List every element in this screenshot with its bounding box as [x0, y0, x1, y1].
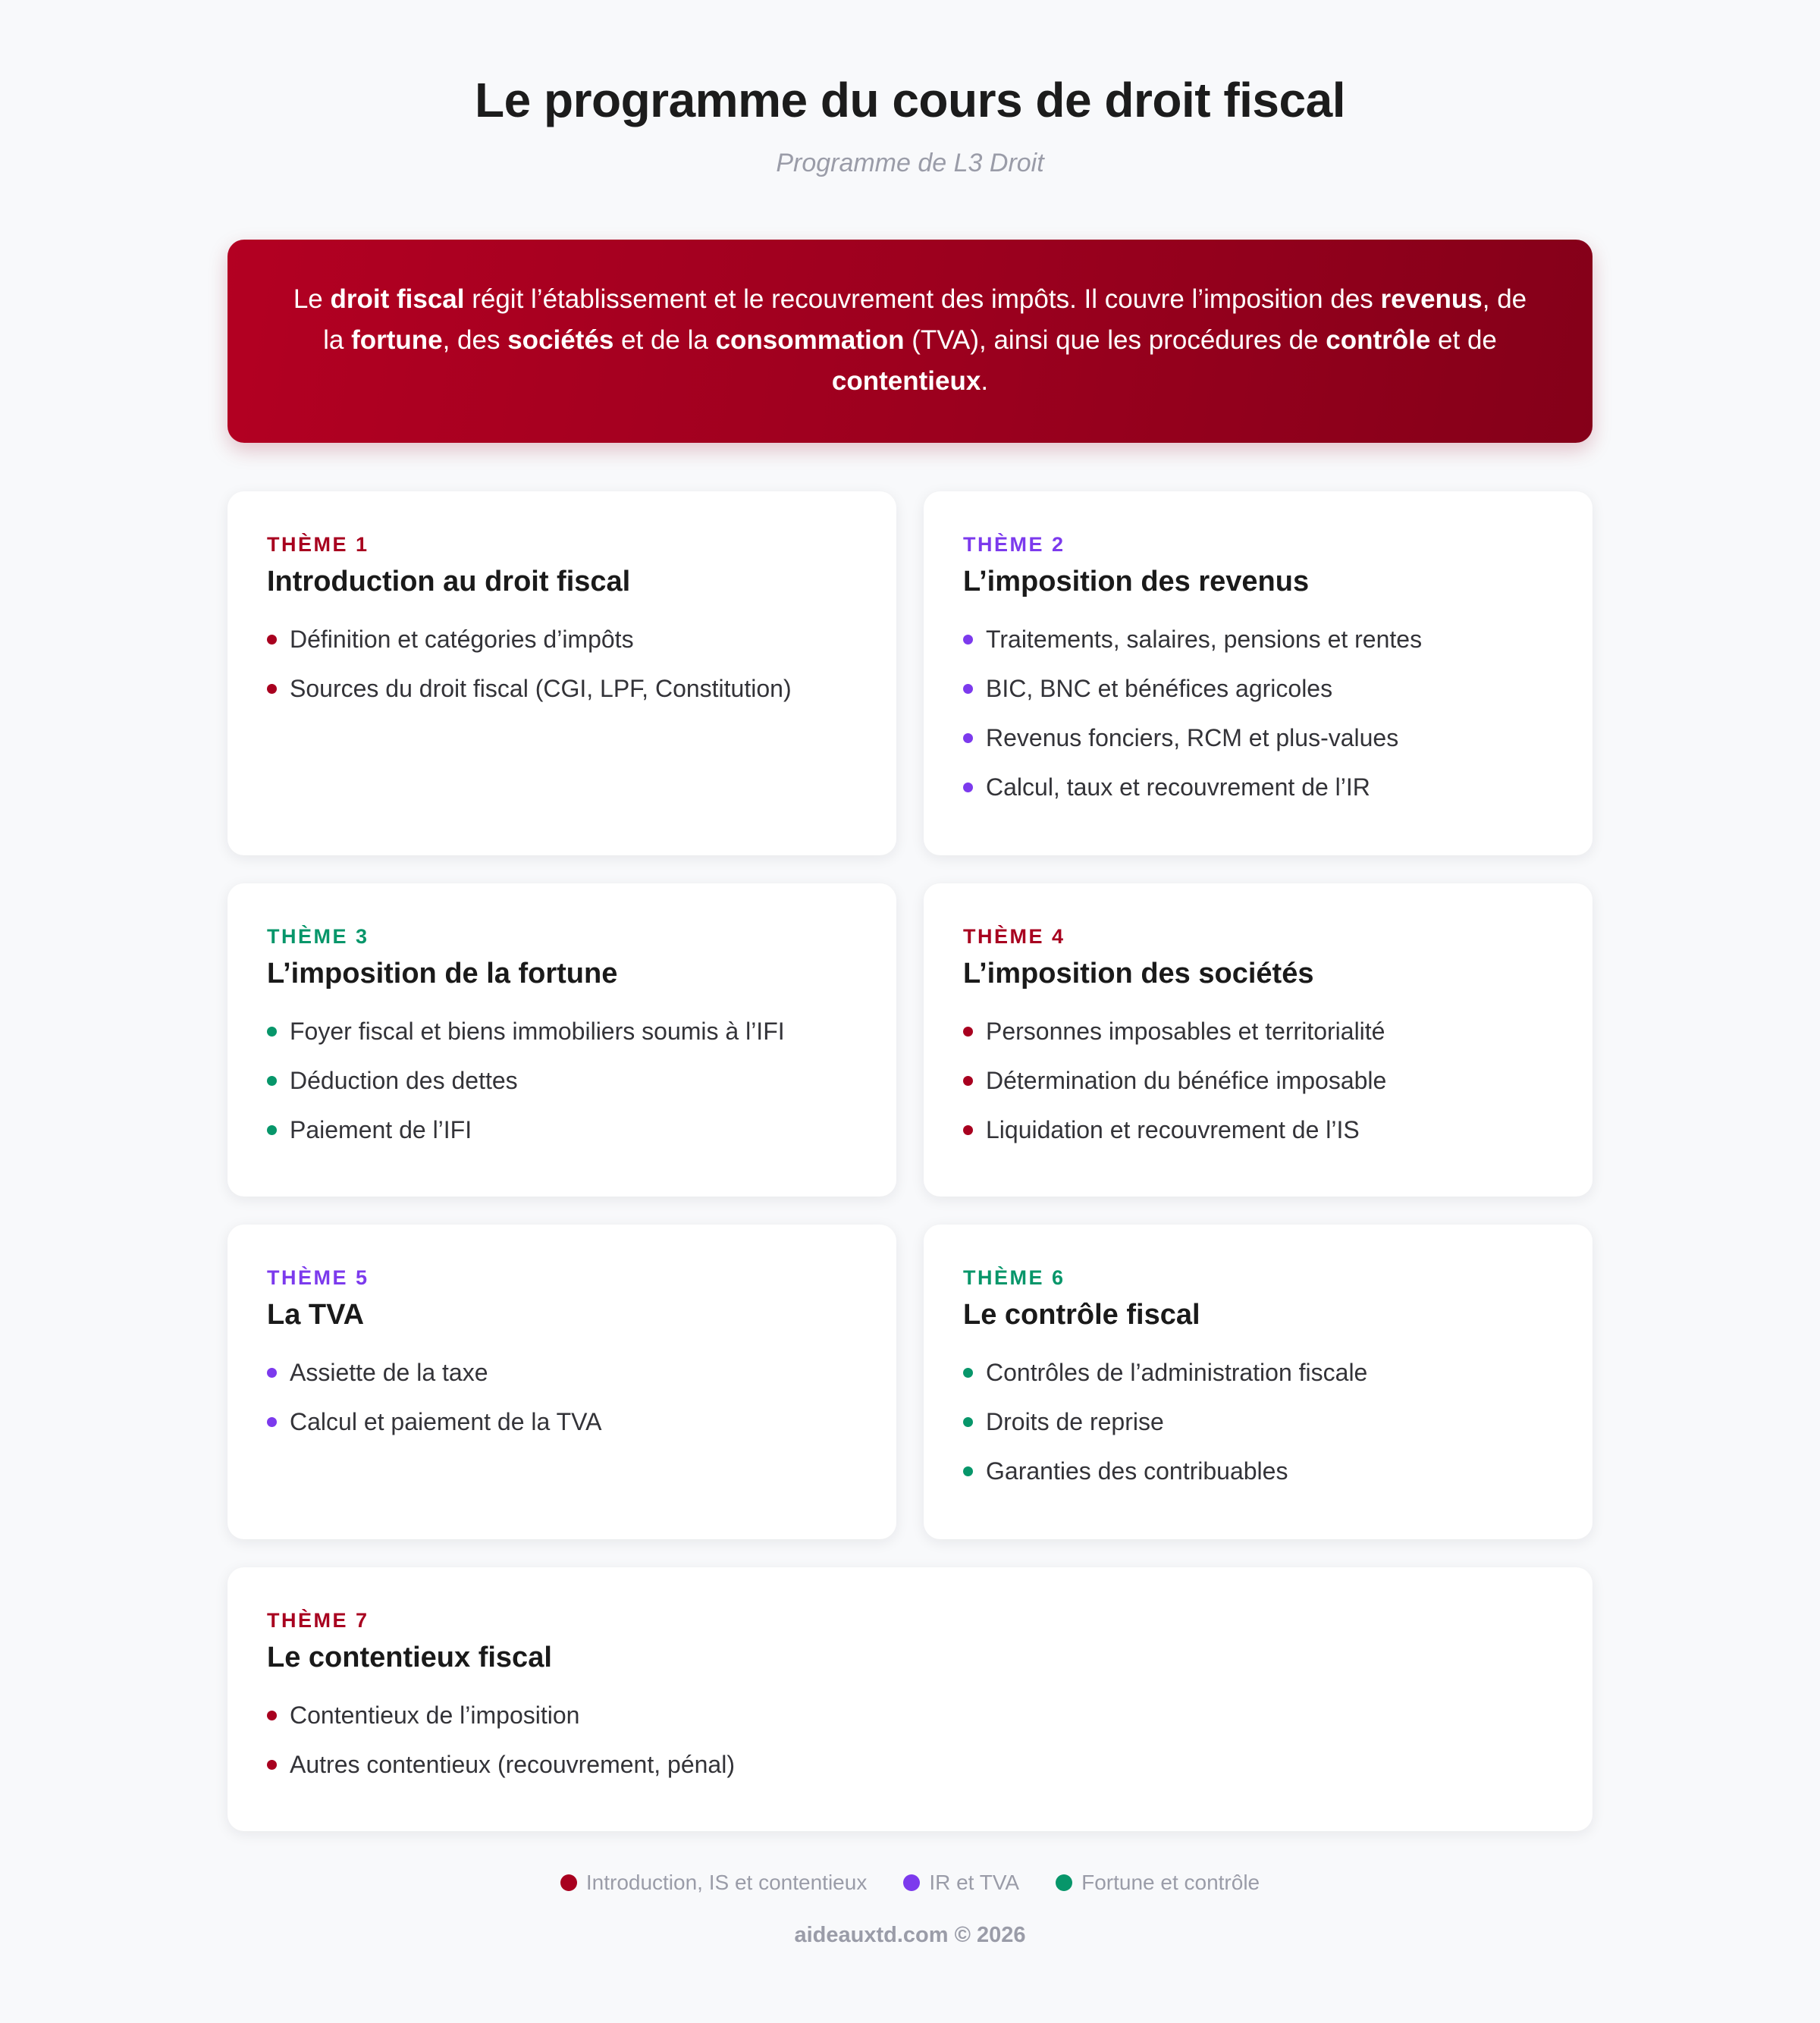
intro-text: régit l’établissement et le recouvrement des impôts. Il couvre l’imposition des	[464, 284, 1381, 314]
theme-title: Le contentieux fiscal	[267, 1642, 552, 1673]
list-item	[267, 623, 857, 655]
intro-keyword: contrôle	[1326, 325, 1431, 355]
list-item-text: Calcul et paiement de la TVA	[290, 1408, 602, 1435]
legend-entry	[560, 1868, 867, 1898]
list-item	[267, 1015, 857, 1047]
list-item	[267, 1699, 1553, 1731]
theme-title: L’imposition des revenus	[963, 566, 1310, 597]
bullet-dot	[267, 635, 277, 645]
list-item-text: Droits de reprise	[986, 1408, 1164, 1435]
bullet-dot	[267, 1125, 277, 1135]
list-item-text: BIC, BNC et bénéfices agricoles	[986, 675, 1333, 702]
theme-card-7	[228, 1567, 1592, 1831]
intro-text: et de	[1430, 325, 1497, 355]
list-item	[963, 673, 1553, 704]
theme-items	[267, 623, 857, 704]
intro-keyword: revenus	[1380, 284, 1483, 314]
list-item	[963, 1357, 1553, 1388]
list-item	[963, 1114, 1553, 1146]
bullet-dot	[267, 1027, 277, 1037]
page-title: Le programme du cours de droit fiscal	[475, 73, 1345, 127]
list-item-text: Traitements, salaires, pensions et rentes	[986, 626, 1423, 653]
bullet-dot	[267, 1368, 277, 1378]
theme-card-4	[924, 883, 1592, 1197]
theme-label: THÈME 6	[963, 1266, 1065, 1289]
theme-card-5	[228, 1225, 896, 1539]
bullet-dot	[963, 1417, 973, 1427]
list-item-text: Foyer fiscal et biens immobiliers soumis à l’IFI	[290, 1018, 785, 1045]
intro-keyword: contentieux	[831, 366, 981, 396]
theme-label: THÈME 7	[267, 1609, 369, 1632]
theme-label: THÈME 5	[267, 1266, 369, 1289]
list-item	[267, 1749, 1553, 1780]
bullet-dot	[963, 1368, 973, 1378]
legend-entry	[1056, 1868, 1260, 1898]
theme-items	[267, 1015, 857, 1146]
list-item-text: Autres contentieux (recouvrement, pénal)	[290, 1751, 735, 1778]
list-item-text: Sources du droit fiscal (CGI, LPF, Constitution)	[290, 675, 792, 702]
bullet-dot	[963, 1027, 973, 1037]
list-item	[267, 1357, 857, 1388]
list-item-text: Calcul, taux et recouvrement de l’IR	[986, 773, 1370, 801]
footer-credit: aideauxtd.com © 2026	[794, 1923, 1026, 1947]
theme-title: L’imposition des sociétés	[963, 958, 1314, 990]
theme-title: La TVA	[267, 1299, 365, 1331]
intro-keyword: sociétés	[507, 325, 614, 355]
list-item-text: Déduction des dettes	[290, 1067, 518, 1094]
theme-label: THÈME 1	[267, 533, 369, 556]
list-item-text: Revenus fonciers, RCM et plus-values	[986, 724, 1399, 751]
legend-dot-icon	[1056, 1874, 1072, 1891]
legend-entry	[903, 1868, 1019, 1898]
list-item-text: Garanties des contribuables	[986, 1457, 1288, 1485]
theme-items	[267, 1699, 1553, 1780]
theme-card-1	[228, 491, 896, 855]
bullet-dot	[963, 1125, 973, 1135]
theme-items	[963, 1015, 1553, 1146]
intro-banner	[228, 240, 1592, 443]
intro-keyword: fortune	[351, 325, 443, 355]
intro-text: .	[981, 366, 989, 396]
theme-label: THÈME 2	[963, 533, 1065, 556]
bullet-dot	[963, 1076, 973, 1086]
theme-label: THÈME 3	[267, 925, 369, 948]
legend-label: IR et TVA	[929, 1871, 1020, 1894]
list-item	[963, 1455, 1553, 1487]
list-item	[963, 1015, 1553, 1047]
theme-card-2	[924, 491, 1592, 855]
page-subtitle: Programme de L3 Droit	[776, 149, 1044, 177]
list-item-text: Personnes imposables et territorialité	[986, 1018, 1385, 1045]
bullet-dot	[963, 635, 973, 645]
bullet-dot	[963, 1466, 973, 1476]
bullet-dot	[267, 684, 277, 694]
theme-title: Introduction au droit fiscal	[267, 566, 631, 597]
list-item-text: Détermination du bénéfice imposable	[986, 1067, 1387, 1094]
list-item-text: Définition et catégories d’impôts	[290, 626, 634, 653]
list-item	[963, 1065, 1553, 1096]
theme-label: THÈME 4	[963, 925, 1065, 948]
list-item	[963, 623, 1553, 655]
list-item	[963, 722, 1553, 754]
theme-items	[963, 1357, 1553, 1487]
list-item	[267, 673, 857, 704]
intro-text: Le	[293, 284, 331, 314]
theme-card-6	[924, 1225, 1592, 1539]
theme-items	[963, 623, 1553, 803]
intro-text: et de la	[613, 325, 716, 355]
theme-card-3	[228, 883, 896, 1197]
list-item-text: Assiette de la taxe	[290, 1359, 488, 1386]
list-item-text: Contentieux de l’imposition	[290, 1702, 580, 1729]
theme-title: L’imposition de la fortune	[267, 958, 618, 990]
list-item	[267, 1065, 857, 1096]
bullet-dot	[963, 783, 973, 792]
intro-text: (TVA), ainsi que les procédures de	[904, 325, 1326, 355]
intro-keyword: consommation	[715, 325, 905, 355]
bullet-dot	[267, 1760, 277, 1770]
color-legend	[0, 1868, 1820, 1898]
theme-title: Le contrôle fiscal	[963, 1299, 1200, 1331]
legend-dot-icon	[560, 1874, 577, 1891]
list-item	[267, 1406, 857, 1438]
list-item-text: Liquidation et recouvrement de l’IS	[986, 1116, 1360, 1143]
list-item-text: Contrôles de l’administration fiscale	[986, 1359, 1368, 1386]
intro-text: , de la	[323, 284, 1527, 355]
legend-label: Fortune et contrôle	[1081, 1871, 1260, 1894]
bullet-dot	[963, 733, 973, 743]
legend-dot-icon	[903, 1874, 920, 1891]
list-item-text: Paiement de l’IFI	[290, 1116, 472, 1143]
intro-keyword: droit fiscal	[330, 284, 465, 314]
theme-items	[267, 1357, 857, 1438]
bullet-dot	[267, 1076, 277, 1086]
list-item	[963, 771, 1553, 803]
list-item	[963, 1406, 1553, 1438]
bullet-dot	[267, 1711, 277, 1720]
bullet-dot	[267, 1417, 277, 1427]
legend-label: Introduction, IS et contentieux	[585, 1871, 868, 1894]
intro-text: , des	[442, 325, 508, 355]
list-item	[267, 1114, 857, 1146]
bullet-dot	[963, 684, 973, 694]
